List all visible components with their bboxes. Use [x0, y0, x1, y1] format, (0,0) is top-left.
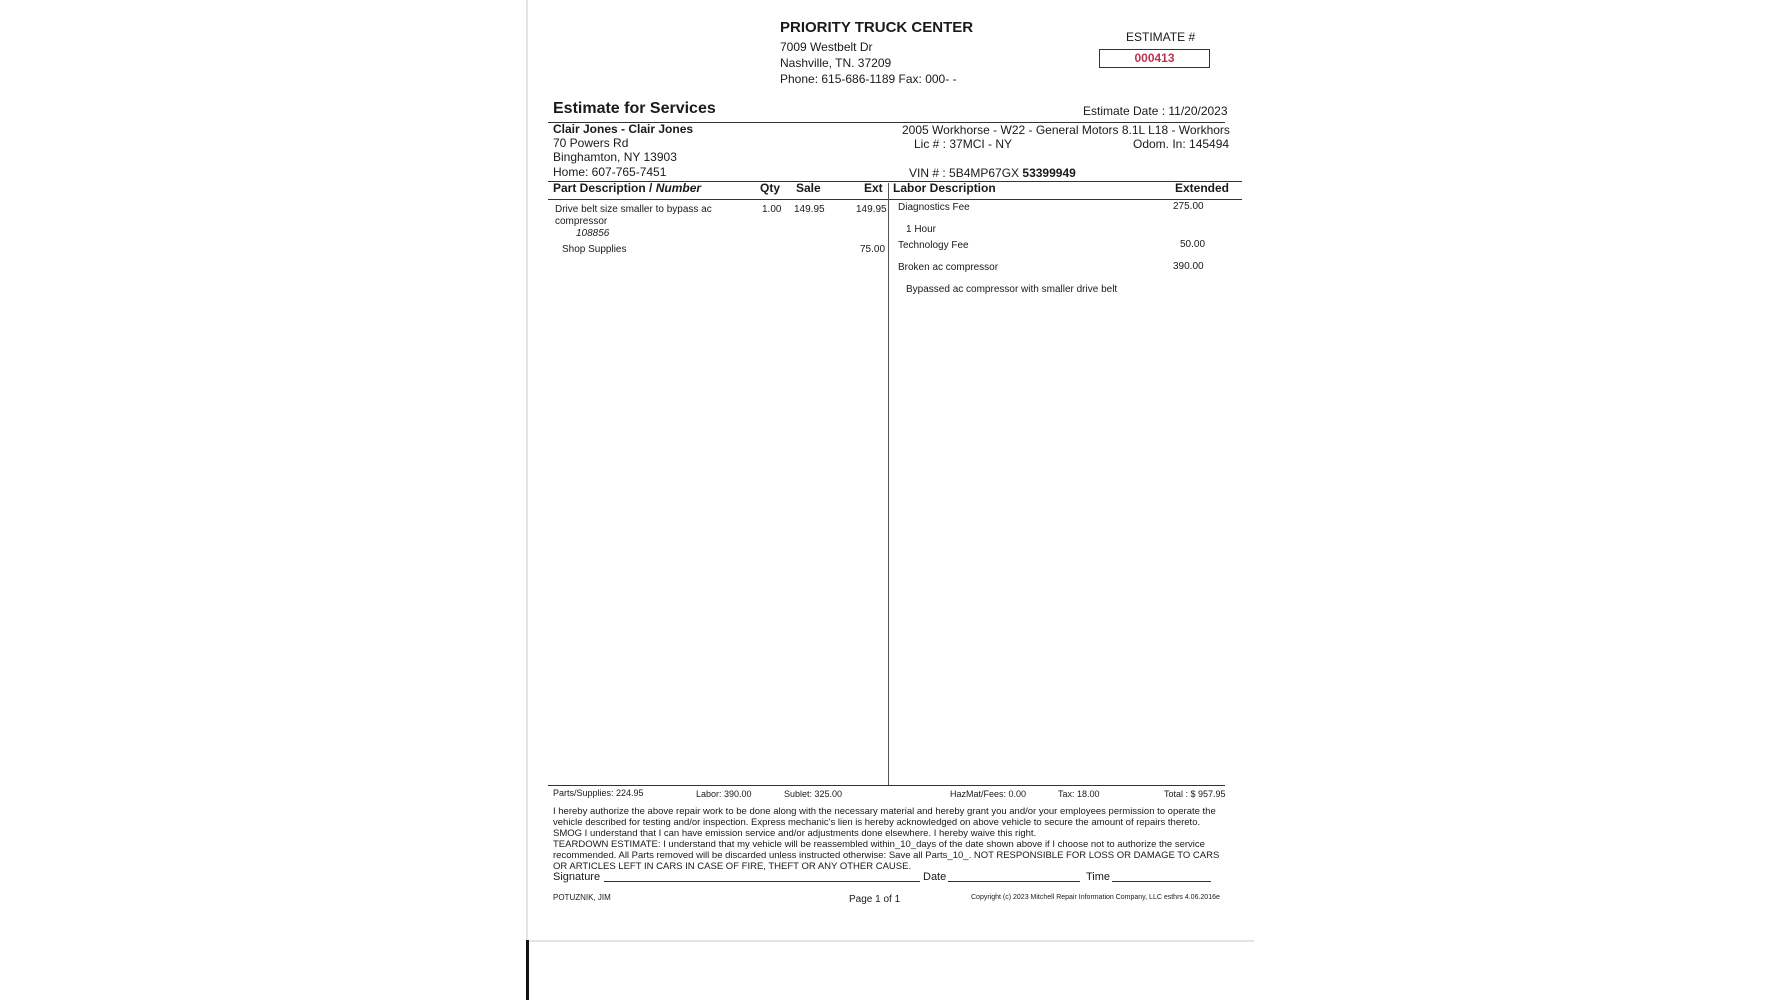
customer-name: Clair Jones - Clair Jones — [553, 122, 694, 136]
copyright: Copyright (c) 2023 Mitchell Repair Information Company, LLC esthrs 4.06.2016e — [971, 894, 1220, 901]
part-row-2-ext: 75.00 — [860, 244, 886, 255]
part-row-1-sale: 149.95 — [794, 204, 825, 215]
signature-field[interactable] — [604, 881, 920, 882]
estimate-number-label: ESTIMATE # — [1126, 30, 1196, 44]
labor-row-2-amount: 50.00 — [1180, 239, 1206, 250]
totals-rule — [548, 785, 1225, 786]
labor-row-3-description: Broken ac compressor — [898, 262, 999, 273]
signature-label: Signature — [553, 871, 601, 883]
part-row-1-line1: Drive belt size smaller to bypass ac — [555, 204, 712, 215]
part-row-2-description: Shop Supplies — [562, 244, 627, 255]
labor-row-2-description: Technology Fee — [898, 240, 969, 251]
vin-prefix: VIN # : 5B4MP67GX — [909, 166, 1020, 180]
parts-header-description: Part Description / Number — [553, 181, 702, 195]
labor-header-description: Labor Description — [893, 181, 996, 195]
labor-row-3-amount: 390.00 — [1173, 261, 1204, 272]
time-label: Time — [1086, 871, 1111, 883]
vehicle-odometer: Odom. In: 145494 — [1133, 137, 1230, 151]
labor-row-1-amount: 275.00 — [1173, 201, 1204, 212]
parts-header-ext: Ext — [864, 181, 883, 195]
part-row-1-line2: compressor — [555, 216, 608, 227]
teardown-paragraph: TEARDOWN ESTIMATE: I understand that my vehicle will be reassembled within_10_days of the date shown above if I choose not to authorize the service recommended. All Parts removed will be discarded unless instructed otherwise: Save all Parts_10_. NOT RESPONSIBLE FOR LOSS OR DAMAGE TO CARS OR ARTICLES LEFT IN CARS IN CASE OF FIRE, THEFT OR ANY OTHER CAUSE. — [553, 839, 1220, 872]
page-number: Page 1 of 1 — [849, 894, 901, 905]
time-field[interactable] — [1112, 881, 1211, 882]
vin-suffix: 53399949 — [1022, 166, 1076, 180]
total-sublet: Sublet: 325.00 — [784, 789, 843, 799]
estimate-number: 000413 — [1099, 49, 1210, 68]
column-divider — [888, 183, 889, 786]
service-writer: POTUZNIK, JIM — [553, 893, 611, 902]
shop-address-line2: Nashville, TN. 37209 — [780, 56, 892, 70]
total-parts: Parts/Supplies: 224.95 — [553, 788, 644, 798]
smog-paragraph: SMOG I understand that I can have emission service and/or adjustments done elsewhere. I hereby waive this right. — [553, 828, 1037, 839]
total-labor: Labor: 390.00 — [696, 789, 752, 799]
grand-total: Total : $ 957.95 — [1164, 789, 1226, 799]
parts-header-qty: Qty — [760, 181, 781, 195]
table-header-rule — [548, 199, 1242, 200]
part-row-1-number: 108856 — [576, 228, 610, 239]
shop-phone-fax: Phone: 615-686-1189 Fax: 000- - — [780, 72, 957, 86]
part-row-1-ext: 149.95 — [856, 204, 887, 215]
customer-city: Binghamton, NY 13903 — [553, 150, 677, 164]
labor-row-1-description: Diagnostics Fee — [898, 202, 970, 213]
customer-home-phone: Home: 607-765-7451 — [553, 165, 667, 179]
labor-row-1-note: 1 Hour — [906, 224, 937, 235]
parts-header-sale: Sale — [796, 181, 821, 195]
shop-name: PRIORITY TRUCK CENTER — [780, 19, 974, 36]
estimate-date: Estimate Date : 11/20/2023 — [1083, 104, 1228, 118]
vehicle-description: 2005 Workhorse - W22 - General Motors 8.1L L18 - Workhors — [902, 123, 1230, 137]
estimate-document — [526, 0, 1254, 942]
date-label: Date — [923, 871, 947, 883]
labor-header-extended: Extended — [1175, 181, 1230, 195]
total-hazmat: HazMat/Fees: 0.00 — [950, 789, 1027, 799]
vehicle-vin — [909, 166, 1076, 180]
document-title: Estimate for Services — [553, 100, 716, 117]
authorization-text — [553, 806, 1225, 872]
authorization-paragraph: I hereby authorize the above repair work to be done along with the necessary material and hereby grant you and/or your employees permission to operate the vehicle described for testing and/or inspection. Express mechanic's lien is hereby acknowledged on above vehicle to secure the amount of repairs thereto. — [553, 806, 1216, 828]
date-field[interactable] — [948, 881, 1080, 882]
parts-header-number: Number — [655, 181, 702, 195]
vehicle-license: Lic # : 37MCI - NY — [914, 137, 1013, 151]
customer-street: 70 Powers Rd — [553, 136, 629, 150]
part-row-1-qty: 1.00 — [762, 204, 782, 215]
shop-address-line1: 7009 Westbelt Dr — [780, 40, 873, 54]
scan-edge — [526, 940, 529, 1000]
total-tax: Tax: 18.00 — [1058, 789, 1100, 799]
labor-row-3-note: Bypassed ac compressor with smaller drive belt — [906, 284, 1118, 295]
